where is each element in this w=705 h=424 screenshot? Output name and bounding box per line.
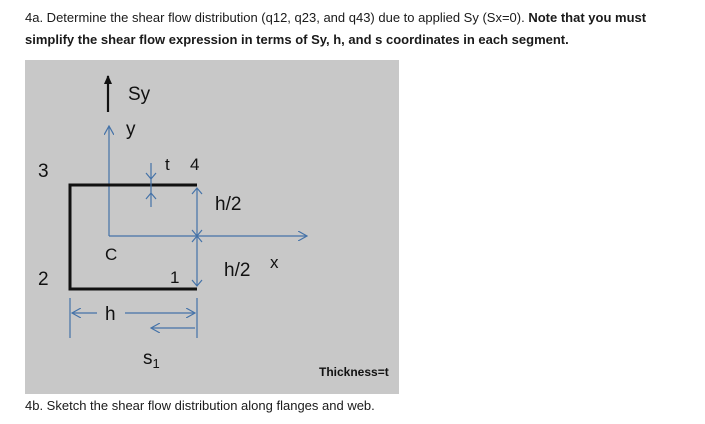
- node-2-label: 2: [38, 269, 49, 290]
- sy-label: Sy: [128, 84, 151, 105]
- node-3-label: 3: [38, 161, 49, 182]
- question-b: [25, 396, 375, 416]
- question-a: [25, 7, 695, 51]
- y-axis-label: y: [126, 119, 136, 140]
- lower-half-height-label: h/2: [224, 260, 251, 281]
- question-a-note: Note that you must simplify the shear flow expression in terms of Sy, h, and s coordinates in each segment.: [25, 10, 647, 47]
- channel-section-figure: [25, 60, 399, 394]
- s-label: s: [143, 348, 153, 369]
- thickness-mark-label: t: [165, 155, 170, 174]
- thickness-note: Thickness=t: [319, 365, 389, 379]
- flange-width-label: h: [105, 304, 116, 325]
- upper-half-height-label: h/2: [215, 194, 242, 215]
- node-4-label: 4: [190, 155, 200, 174]
- figure-canvas: [25, 60, 399, 394]
- node-1-label: 1: [170, 268, 180, 287]
- question-b-text: 4b. Sketch the shear flow distribution along flanges and web.: [25, 398, 375, 413]
- question-a-text: 4a. Determine the shear flow distribution (q12, q23, and q43) due to applied Sy (Sx=0).: [25, 10, 525, 25]
- centroid-label: C: [105, 245, 118, 264]
- s-subscript: 1: [152, 356, 160, 371]
- x-axis-label: x: [270, 253, 279, 272]
- s-coordinate-label: [143, 348, 160, 371]
